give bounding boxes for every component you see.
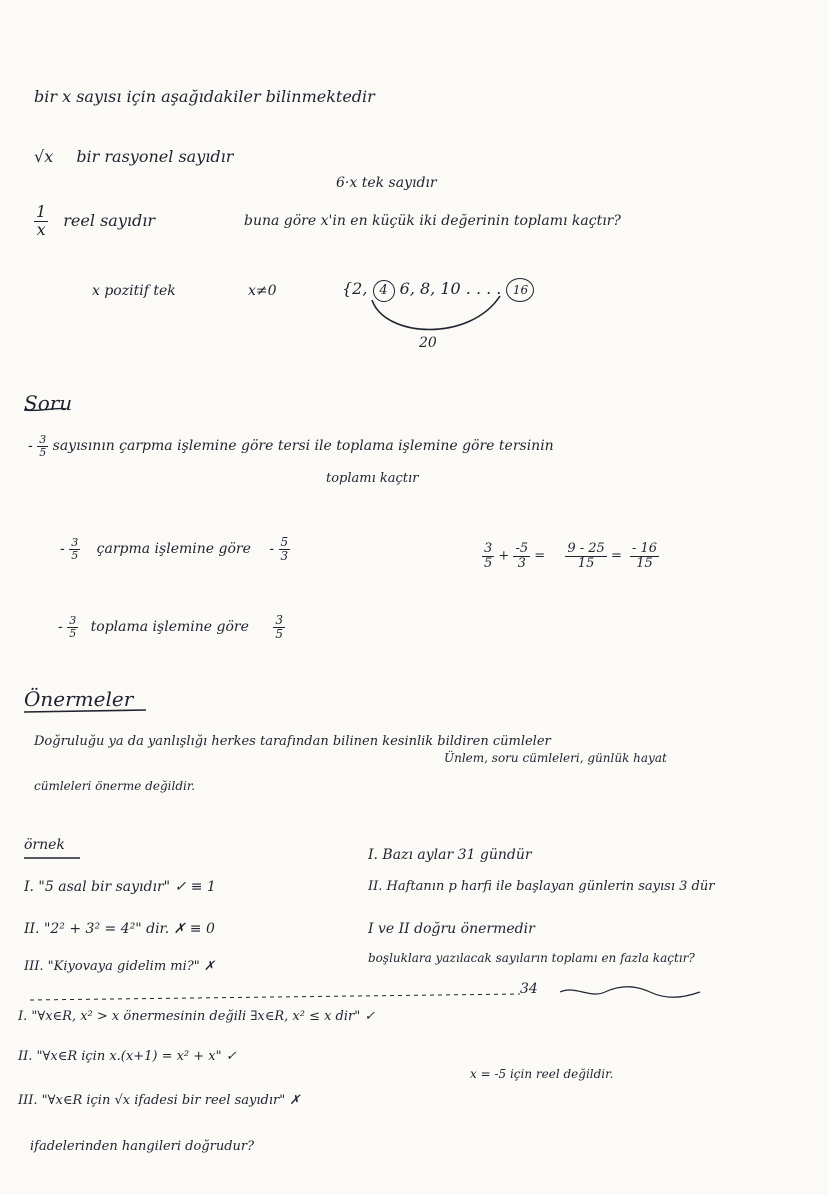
definition-line3: cümleleri önerme değildir. bbox=[34, 779, 196, 793]
answer-1-num: 5 bbox=[280, 535, 289, 549]
fraction-numerator: 1 bbox=[36, 202, 47, 221]
soru-fraction bbox=[37, 434, 48, 458]
calc-term-4 bbox=[630, 542, 659, 570]
soru-fraction-den: 5 bbox=[39, 445, 47, 459]
question-item-3: III. "∀x∈R için √x ifadesi bir reel sayıdır" ✗ bbox=[18, 1093, 301, 1108]
question-prompt: ifadelerinden hangileri doğrudur? bbox=[30, 1139, 255, 1154]
answer-1-frac-left: $\frac{3}{5}$ bbox=[71, 536, 79, 562]
calc-t3-den: 15 bbox=[577, 555, 595, 571]
answer-1-result bbox=[279, 536, 291, 562]
soru-question-text: sayısının çarpma işlemine göre tersi ile toplama işlemine göre tersinin bbox=[52, 438, 554, 455]
answer-2: - $\frac{3}{5}$ toplama işlemine göre $\frac{3}{5}$ bbox=[58, 613, 283, 641]
calc-term-2 bbox=[513, 542, 530, 570]
soru-heading: Soru bbox=[24, 391, 73, 415]
given-question: buna göre x'in en küçük iki değerinin toplamı kaçtır? bbox=[244, 213, 621, 229]
given-line2: 6·x tek sayıdır bbox=[336, 175, 437, 191]
given-line3-text: reel sayıdır bbox=[63, 210, 155, 230]
fraction-one-over-x bbox=[34, 204, 48, 239]
calc-t3-num: 9 - 25 bbox=[567, 541, 605, 556]
wavy-line bbox=[560, 987, 700, 998]
soru-question-line2: toplamı kaçtır bbox=[326, 471, 419, 486]
answer-1: - $\frac{3}{5}$ çarpma işlemine göre - $\frac{5}{3}$ bbox=[60, 535, 289, 563]
circled-element-2: 16 bbox=[506, 278, 534, 302]
given-intro: bir x sayısı için aşağıdakiler bilinmektedir bbox=[34, 87, 375, 106]
calc-t4-den: 15 bbox=[636, 555, 653, 571]
calc-term-3 bbox=[565, 542, 606, 570]
ornek-label: örnek bbox=[24, 837, 65, 853]
answer-2-result bbox=[273, 614, 285, 640]
separator-line bbox=[30, 994, 520, 1000]
given-line1 bbox=[34, 148, 233, 166]
onermeler-heading: Önermeler bbox=[24, 687, 134, 711]
condition-nonzero: x≠0 bbox=[248, 283, 277, 299]
right-item-3: I ve II doğru önermedir bbox=[368, 921, 535, 937]
soru-fraction-num: 3 bbox=[39, 433, 47, 446]
answer-2-frac-left: $\frac{3}{5}$ bbox=[69, 614, 77, 640]
question-item-3-note: x = -5 için reel değildir. bbox=[470, 1067, 614, 1081]
definition-line1: Doğruluğu ya da yanlışlığı herkes tarafından bilinen kesinlik bildiren cümleler bbox=[34, 734, 551, 749]
question-item-1: I. "∀x∈R, x² > x önermesinin değili ∃x∈R, x² ≤ x dir" ✓ bbox=[18, 1009, 376, 1024]
circled-element-1: 4 bbox=[373, 280, 395, 302]
calc-t1-num: 3 bbox=[484, 541, 493, 556]
answer-1-label: çarpma işlemine göre bbox=[96, 541, 251, 558]
given-line1-text: bir rasyonel sayıdır bbox=[76, 147, 234, 166]
calc-t1-den: 5 bbox=[484, 555, 493, 571]
set-start: {2, bbox=[342, 279, 368, 298]
solution-set bbox=[342, 278, 534, 302]
calc-term-1 bbox=[482, 542, 494, 570]
calc-t4-num: - 16 bbox=[632, 541, 658, 556]
sqrt-expression: √x bbox=[34, 147, 54, 166]
answer-2-label: toplama işlemine göre bbox=[90, 619, 249, 636]
calc-t2-num: -5 bbox=[515, 541, 529, 556]
soru-question-line1: - $\frac{3}{5}$ sayısının çarpma işlemine göre tersi ile toplama işlemine göre tersinin bbox=[28, 433, 554, 459]
calculation: $\frac{3}{5}$ + $\frac{-5}{3}$ = $\frac{9 - 25}{15}$ = $\frac{- 16}{15}$ bbox=[484, 541, 658, 571]
given-line3 bbox=[34, 204, 155, 239]
example-1: I. "5 asal bir sayıdır" ✓ ≡ 1 bbox=[24, 879, 216, 895]
fraction-denominator: x bbox=[36, 219, 46, 239]
definition-line2: Ünlem, soru cümleleri, günlük hayat bbox=[444, 751, 667, 765]
set-rest: 6, 8, 10 . . . . bbox=[399, 279, 502, 298]
right-item-4: boşluklara yazılacak sayıların toplamı en fazla kaçtır? bbox=[368, 951, 695, 965]
right-item-2: II. Haftanın p harfi ile başlayan günlerin sayısı 3 dür bbox=[368, 879, 715, 894]
condition-positive-odd: x pozitif tek bbox=[92, 283, 176, 299]
sum-label: 20 bbox=[419, 335, 437, 351]
calc-t2-den: 3 bbox=[517, 555, 526, 571]
example-3: III. "Kiyovaya gidelim mi?" ✗ bbox=[24, 959, 215, 974]
right-item-1: I. Bazı aylar 31 gündür bbox=[368, 847, 532, 863]
question-item-2: II. "∀x∈R için x.(x+1) = x² + x" ✓ bbox=[18, 1049, 237, 1064]
answer-2-den: 5 bbox=[275, 626, 283, 641]
right-answer: 34 bbox=[520, 981, 538, 997]
answer-2-num: 3 bbox=[275, 613, 283, 627]
example-2: II. "2² + 3² = 4²" dir. ✗ ≡ 0 bbox=[24, 921, 215, 937]
answer-1-den: 3 bbox=[280, 548, 289, 563]
